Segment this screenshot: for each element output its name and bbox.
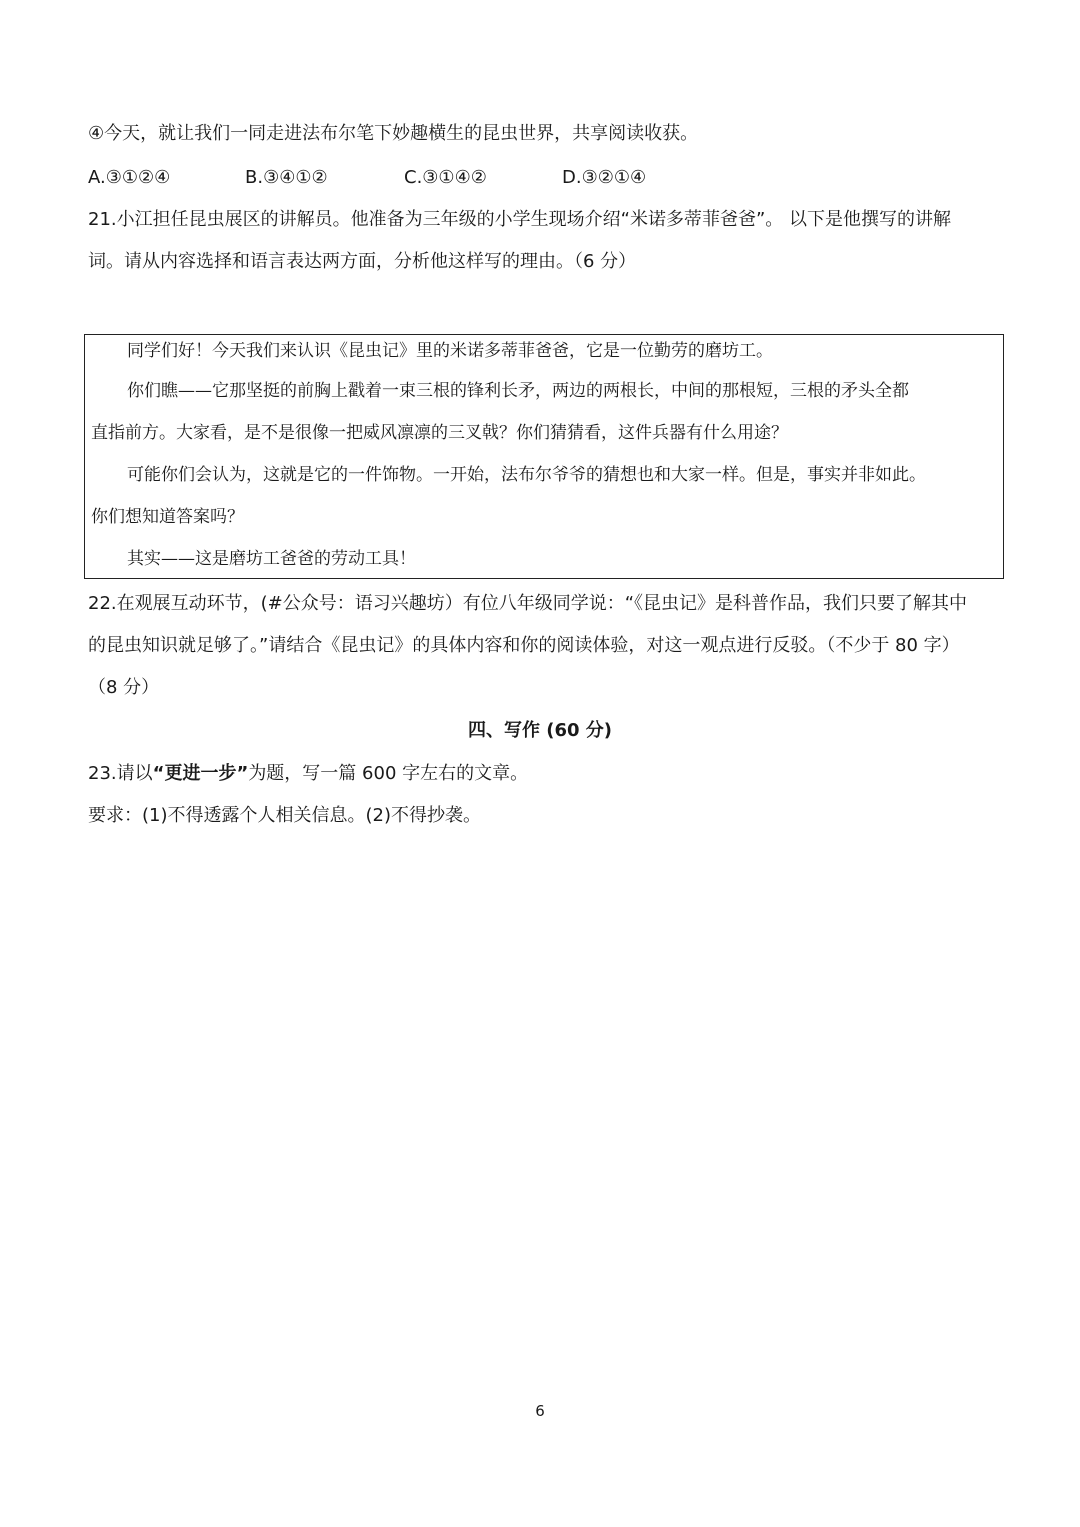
box-line-4: 可能你们会认为，这就是它的一件饰物。一开始，法布尔爷爷的猜想也和大家一样。但是，事实并非如此。 [127,465,926,485]
q22-line-1: 22.在观展互动环节，(#公众号：语习兴趣坊）有位八年级同学说：“《昆虫记》是科普作品，我们只要了解其中 [88,593,968,614]
q22-line-3: （8 分） [88,677,160,698]
q23-prompt [88,762,528,786]
q23-suffix: 为题，写一篇 600 字左右的文章。 [248,763,529,784]
q23-prefix: 23.请以 [88,763,153,784]
option-a: A.③①②④ [88,167,171,188]
box-line-2: 你们瞧——它那坚挺的前胸上戳着一束三根的锋利长矛，两边的两根长，中间的那根短，三根的矛头全都 [127,381,909,401]
box-line-6: 其实——这是磨坊工爸爸的劳动工具！ [127,549,416,569]
q21-line-1: 21.小江担任昆虫展区的讲解员。他准备为三年级的小学生现场介绍“米诺多蒂菲爸爸”。 以下是他撰写的讲解 [88,209,951,230]
q23-essay-title: “更进一步” [152,763,249,784]
option-c: C.③①④② [404,167,487,188]
box-line-1: 同学们好！今天我们来认识《昆虫记》里的米诺多蒂菲爸爸，它是一位勤劳的磨坊工。 [127,341,773,361]
q21-line-2: 词。请从内容选择和语言表达两方面，分析他这样写的理由。（6 分） [88,251,637,272]
option-d: D.③②①④ [562,167,647,188]
q23-requirement: 要求：(1)不得透露个人相关信息。(2)不得抄袭。 [88,805,481,826]
page-number: 6 [535,1402,545,1420]
box-line-3: 直指前方。大家看，是不是很像一把威风凛凛的三叉戟？你们猜猜看，这件兵器有什么用途？ [91,423,788,443]
section-4-heading: 四、写作 (60 分) [467,720,613,741]
explanation-box [84,334,1004,579]
item-4-text: ④今天，就让我们一同走进法布尔笔下妙趣横生的昆虫世界，共享阅读收获。 [88,123,699,144]
box-line-5: 你们想知道答案吗？ [91,507,244,527]
option-b: B.③④①② [245,167,328,188]
q22-line-2: 的昆虫知识就足够了。”请结合《昆虫记》的具体内容和你的阅读体验，对这一观点进行反驳。（不少于 80 字） [88,635,960,656]
